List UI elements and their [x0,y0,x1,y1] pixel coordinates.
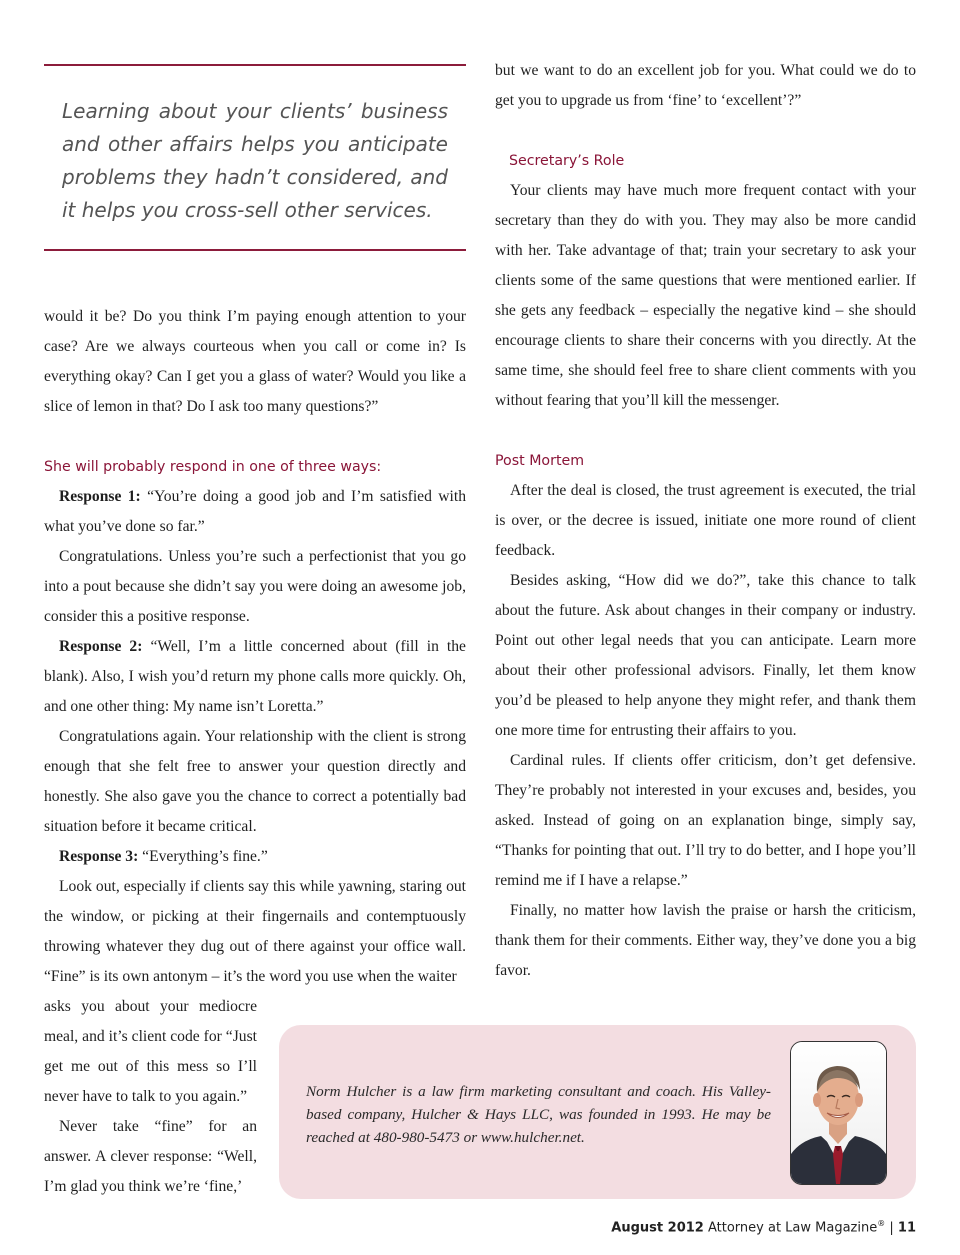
author-portrait-icon [790,1041,887,1185]
response-3-label: Response 3: [59,848,139,865]
author-portrait-svg [791,1042,886,1184]
pull-quote: Learning about your clients’ business and other affairs helps you anticipate problems they hadn’t considered, and it helps you cross-sell other services. [62,99,448,222]
response-1-text: “You’re doing a good job and I’m satisfied with what you’ve done so far.” [44,488,466,535]
response-2-paragraph [44,632,466,722]
post-mortem-heading: Post Mortem [495,453,585,469]
congrats-again-paragraph: Congratulations again. Your relationship with the client is strong enough that she felt free to answer your question directly and honestly. She also gave you the chance to correct a potentially bad situation before it became critical. [44,728,466,835]
page-footer [611,1219,916,1235]
footer-issue: August 2012 [611,1220,704,1236]
right-column [495,56,916,986]
secretary-heading: Secretary’s Role [509,153,625,169]
never-paragraph: Never take “fine” for an answer. A clever response: “Well, I’m glad you think we’re ‘fine,’ [44,1118,257,1195]
post-mortem-paragraph-1: After the deal is closed, the trust agreement is executed, the trial is over, or the decree is issued, initiate one more round of client feedback. [495,482,916,559]
pullquote-top-rule [44,64,466,66]
response-1-paragraph [44,482,466,542]
three-ways-heading: She will probably respond in one of three ways: [44,459,382,475]
intro-paragraph: would it be? Do you think I’m paying enough attention to your case? Are we always courteous when you call or come in? Is everything okay? Can I get you a glass of water? Would you like a slice of lemon in that? Do I ask too many questions?” [44,308,466,415]
response-2-label: Response 2: [59,638,143,655]
post-mortem-paragraph-2: Besides asking, “How did we do?”, take this chance to talk about the future. Ask about changes in their company or industry. Point out other legal needs that you can anticipate. Learn more about their other professional advisors. Finally, let them know you’d be pleased to help anyone they might refer, and thank them one more time for entrusting their affairs to you. [495,572,916,739]
response-1-label: Response 1: [59,488,141,505]
continued-paragraph: but we want to do an excellent job for you. What could we do to get you to upgrade us from ‘fine’ to ‘excellent’?” [495,62,916,109]
pullquote-bottom-rule [44,249,466,251]
author-bio-text: Norm Hulcher is a law firm marketing consultant and coach. His Valley-based company, Hulcher & Hays LLC, was founded in 1993. He may be reached at 480-980-5473 or www.hulcher.net. [306,1083,771,1146]
response-2-text: “Well, I’m a little concerned about (fill in the blank). Also, I wish you’d return my phone calls more quickly. Oh, and one other thing: My name isn’t Loretta.” [44,638,466,715]
finally-paragraph: Finally, no matter how lavish the praise or harsh the criticism, thank them for their comments. Either way, they’ve done you a big favor. [495,902,916,979]
response-3-paragraph [44,842,466,872]
footer-separator: | [889,1220,894,1236]
secretary-paragraph: Your clients may have much more frequent contact with your secretary than they do with you. They may also be more candid with her. Take advantage of that; train your secretary to ask your clients some of the same questions that were mentioned earlier. If she gets any feedback – especially the negative kind – she should encourage clients to share their concerns with you directly. At the same time, she should feel free to share client comments with you without fearing that you’ll kill the messenger. [495,182,916,409]
author-bio-box [279,1025,916,1199]
left-narrow-block [44,992,257,1202]
footer-registered-mark: ® [877,1219,886,1228]
lookout-paragraph: Look out, especially if clients say this while yawning, staring out the window, or picking at their fingernails and contemptuously throwing whatever they dug out of there against your office wall. “Fine” is its own antonym – it’s the word you use when the waiter [44,878,466,985]
congrats-paragraph: Congratulations. Unless you’re such a perfectionist that you go into a pout because she didn’t say you were doing an awesome job, consider this a positive response. [44,548,466,625]
lookout-continued: asks you about your mediocre meal, and it’s client code for “Just get me out of this mess so I’ll never have to talk to you again.” [44,998,257,1105]
cardinal-rules-paragraph: Cardinal rules. If clients offer criticism, don’t get defensive. They’re probably not interested in your excuses and, besides, you asked. Instead of going on an explanation binge, simply say, “Thanks for pointing that out. I’ll try to do better, and I hope you’ll remind me if I have a relapse.” [495,752,916,889]
footer-page-number: 11 [897,1220,916,1236]
response-3-text: “Everything’s fine.” [138,848,268,865]
footer-magazine: Attorney at Law Magazine [707,1220,878,1236]
